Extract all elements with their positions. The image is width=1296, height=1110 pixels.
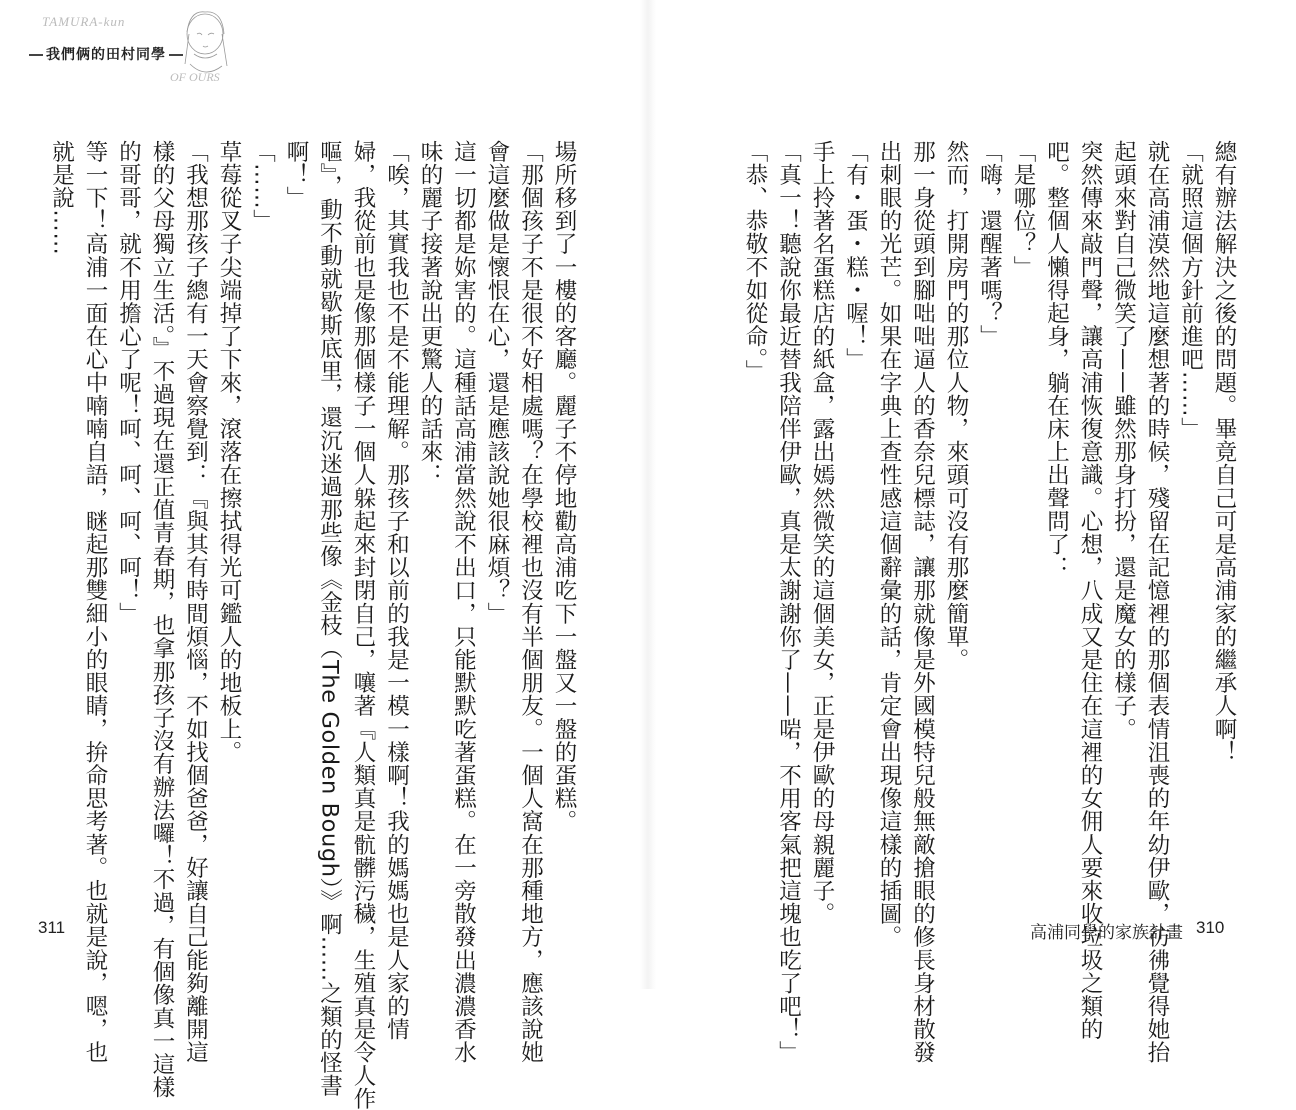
text-line: 「唉，其實我也不是不能理解。那孩子和以前的我是一模一樣啊！我的媽媽也是人家的情 [383,140,410,1041]
text-line: 總有辦法解決之後的問題。畢竟自己可是高浦家的繼承人啊！ [1211,140,1237,764]
page-number-left: 311 [38,918,66,937]
text-line: 嘔』，動不動就歇斯底里，還沉迷過那些像《金枝（The Golden Bough）》啊……之類的怪書 [316,140,343,1098]
text-line: 「……」 [249,140,276,233]
text-line: 這一切都是妳害的。這種話高浦當然說不出口，只能默默吃著蛋糕。在一旁散發出濃濃香水 [450,140,477,1064]
text-line: 場所移到了一樓的客廳。麗子不停地勸高浦吃下一盤又一盤的蛋糕。 [551,140,577,833]
text-line: 等一下！高浦一面在心中喃喃自語，瞇起那雙細小的眼睛，拚命思考著。也就是說，嗯，也 [82,140,108,1064]
page-number-right: 310 [1196,918,1225,937]
text-line: 「是哪位？」 [1010,140,1036,279]
running-title: 高浦同學的家族計畫 [1030,923,1183,943]
text-line: 「有・蛋・糕・喔！」 [842,140,869,371]
text-line: 就是說…… [48,140,75,256]
text-line: 味的麗子接著說出更驚人的話來： [417,140,443,487]
logo-english-subtitle: OF OURS [170,70,220,84]
text-line: 突然傳來敲門聲，讓高浦恢復意識。心想，八成又是住在這裡的女佣人要來收垃圾之類的 [1077,140,1103,1041]
text-line: 啊！」 [283,140,309,210]
text-line: 起頭來對自己微笑了——雖然那身打扮，還是魔女的樣子。 [1110,140,1137,741]
text-line: 那一身從頭到腳咄咄逼人的香奈兒標誌，讓那就像是外國模特兒般無敵搶眼的修長身材散發 [909,140,936,1064]
text-line: 「真一！聽說你最近替我陪伴伊歐，真是太謝謝你了——啱，不用客氣把這塊也吃了吧！」 [775,140,802,1064]
page-gutter [640,0,656,989]
text-line: 會這麼做是懷恨在心，還是應該說她很麻煩？」 [484,140,510,626]
text-line: 手上拎著名蛋糕店的紙盒，露出嫣然微笑的這個美女，正是伊歐的母親麗子。 [809,140,835,926]
text-line: 的哥哥，就不用擔心了呢！呵、呵、呵、呵！」 [115,140,142,626]
text-line: 然而，打開房門的那位人物，來頭可沒有那麼簡單。 [943,140,969,672]
text-line: 「那個孩子不是很不好相處嗎？在學校裡也沒有半個朋友。一個人窩在那種地方，應該說她 [517,140,544,1064]
text-line: 婦，我從前也是像那個樣子一個人躲起來封閉自己，嚷著『人類真是骯髒污穢，生殖真是令人作 [350,140,376,1110]
text-line: 「恭、恭敬不如從命。」 [742,140,768,383]
text-line: 草莓從叉子尖端掉了下來，滾落在擦拭得光可鑑人的地板上。 [216,140,242,764]
text-line: 吧。整個人懶得起身，躺在床上出聲問了： [1043,140,1070,579]
logo-english-title: TAMURA-kun [42,14,126,29]
series-logo [20,4,240,100]
series-title: 我們俩的田村同學 [26,44,186,64]
text-line: 出刺眼的光芒。如果在字典上查性感這個辭彙的話，肯定會出現像這樣的插圖。 [876,140,902,949]
text-line: 「嗨，還醒著嗎？」 [976,140,1003,348]
text-line: 「我想那孩子總有一天會察覺到：『與其有時間煩惱，不如找個爸爸，好讓自己能夠離開這 [182,140,209,1064]
text-line: 就在高浦漠然地這麼想著的時候，殘留在記憶裡的那個表情沮喪的年幼伊歐，彷彿覺得她抬 [1144,140,1170,1064]
text-line: 「就照這個方針前進吧……」 [1177,140,1204,441]
text-line: 樣的父母獨立生活。』不過現在還正值青春期，也拿那孩子沒有辦法囉！不過，有個像真一這樣 [149,140,175,1099]
